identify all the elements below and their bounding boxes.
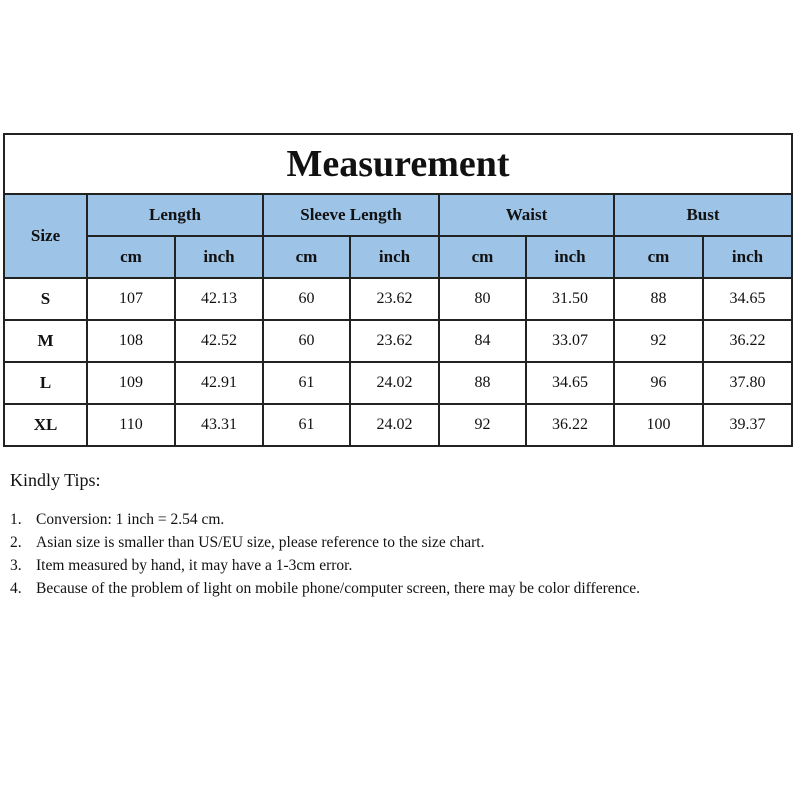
value-cell: 42.91 [175,362,263,404]
tip-item [10,554,690,577]
tip-item [10,531,690,554]
value-cell: 61 [263,362,350,404]
value-cell: 92 [614,320,703,362]
value-cell: 92 [439,404,526,446]
value-cell: 96 [614,362,703,404]
value-cell: 23.62 [350,320,439,362]
value-cell: 33.07 [526,320,614,362]
group-header: Length [87,194,263,236]
size-cell: M [4,320,87,362]
value-cell: 31.50 [526,278,614,320]
unit-header: inch [703,236,792,278]
unit-header: inch [350,236,439,278]
value-cell: 61 [263,404,350,446]
value-cell: 108 [87,320,175,362]
value-cell: 110 [87,404,175,446]
tip-number: 1. [10,511,22,528]
tip-number: 2. [10,534,22,551]
group-header: Waist [439,194,614,236]
unit-header: inch [175,236,263,278]
value-cell: 88 [614,278,703,320]
size-cell: S [4,278,87,320]
unit-header: cm [87,236,175,278]
tip-text: Item measured by hand, it may have a 1-3cm error. [36,557,353,574]
unit-header: inch [526,236,614,278]
value-cell: 60 [263,320,350,362]
group-header: Sleeve Length [263,194,439,236]
size-cell: XL [4,404,87,446]
unit-header: cm [439,236,526,278]
measurement-table [3,133,793,447]
tip-text: Asian size is smaller than US/EU size, please reference to the size chart. [36,534,485,551]
value-cell: 24.02 [350,404,439,446]
value-cell: 34.65 [703,278,792,320]
tip-text: Conversion: 1 inch = 2.54 cm. [36,511,225,528]
value-cell: 42.13 [175,278,263,320]
value-cell: 84 [439,320,526,362]
size-cell: L [4,362,87,404]
tip-number: 4. [10,580,22,597]
group-header: Bust [614,194,792,236]
table-row [4,278,792,320]
value-cell: 37.80 [703,362,792,404]
tip-item [10,508,690,531]
tip-item [10,577,690,600]
tips-title: Kindly Tips: [10,470,101,490]
value-cell: 43.31 [175,404,263,446]
value-cell: 100 [614,404,703,446]
value-cell: 109 [87,362,175,404]
table-row [4,362,792,404]
table-row [4,404,792,446]
value-cell: 23.62 [350,278,439,320]
value-cell: 34.65 [526,362,614,404]
value-cell: 42.52 [175,320,263,362]
tip-text: Because of the problem of light on mobile phone/computer screen, there may be color difference. [36,580,640,597]
value-cell: 107 [87,278,175,320]
table-row [4,320,792,362]
value-cell: 36.22 [526,404,614,446]
value-cell: 36.22 [703,320,792,362]
unit-header: cm [614,236,703,278]
size-header: Size [4,194,87,278]
tip-number: 3. [10,557,22,574]
unit-header: cm [263,236,350,278]
tips-list [10,508,690,600]
table-title: Measurement [4,134,792,194]
value-cell: 80 [439,278,526,320]
value-cell: 88 [439,362,526,404]
value-cell: 39.37 [703,404,792,446]
value-cell: 60 [263,278,350,320]
value-cell: 24.02 [350,362,439,404]
